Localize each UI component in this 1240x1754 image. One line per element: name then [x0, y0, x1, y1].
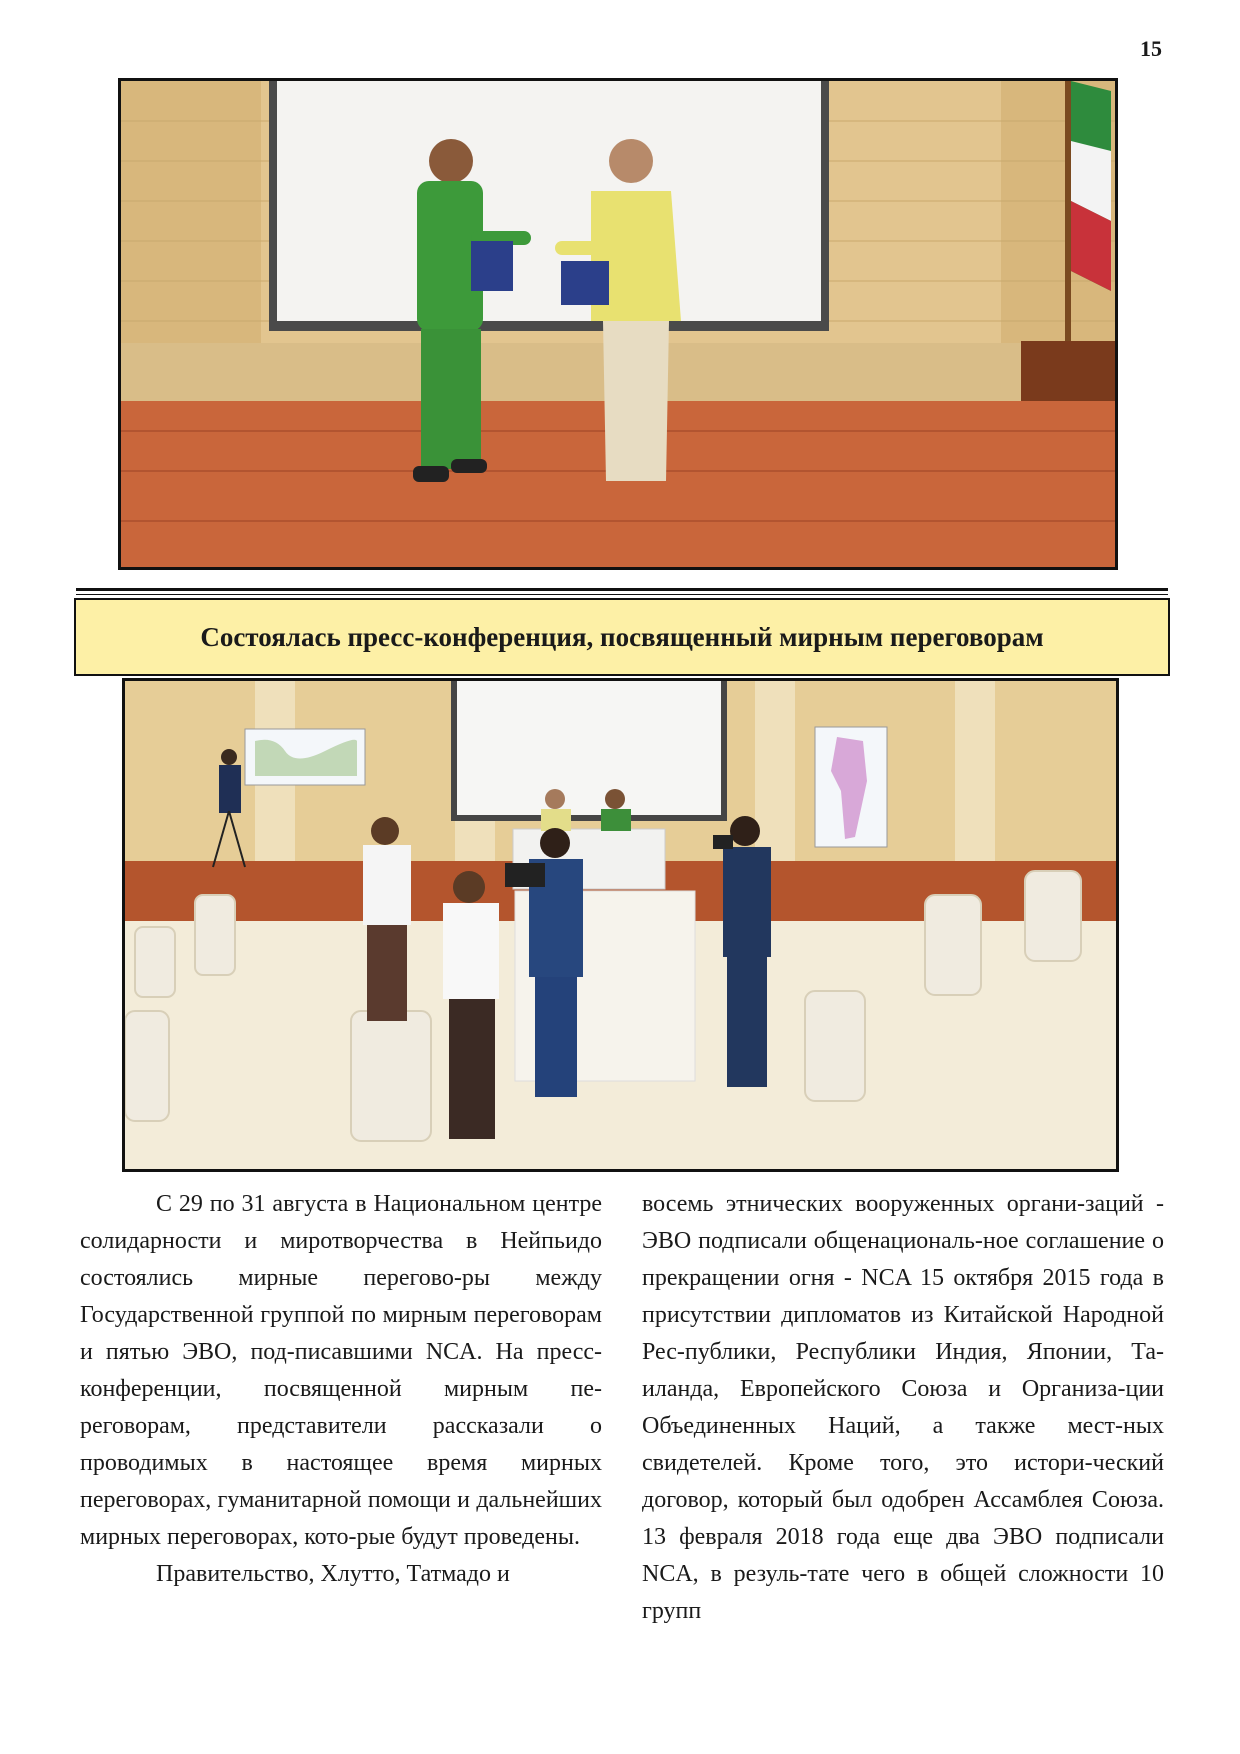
article-column-left: [80, 1186, 602, 1593]
article-paragraph: Правительство, Хлутто, Татмадо и: [156, 1561, 510, 1587]
article-paragraph: С 29 по 31 августа в Национальном центре солидарности и миротворчества в Нейпьидо состоялись мирные перегово-ры между Государственной группой по мирным переговорам и пятью ЭВО, под-писавшими NCA. На пресс-конференции, посвященной мирным пе-реговорам, представители рассказали о проводимых в настоящее время мирных переговорах, гуманитарной помощи и дальнейших мирных переговорах, кото-рые будут проведены.: [80, 1191, 602, 1550]
photo-press-conference: [122, 678, 1119, 1172]
article-column-right: [642, 1186, 1164, 1630]
page-number: 15: [1140, 36, 1162, 61]
headline: Состоялась пресс-конференция, посвященный мирным переговорам: [200, 621, 1044, 652]
headline-box: [74, 598, 1170, 676]
article-paragraph: восемь этнических вооруженных органи-заций - ЭВО подписали общенациональ-ное соглашение о прекращении огня - NCA 15 октября 2015 года в присутствии дипломатов из Китайской Народной Рес-публики, Республики Индия, Японии, Та-иланда, Европейского Союза и Организа-ции Объединенных Наций, а также мест-ных свидетелей. Кроме того, это истори-ческий договор, который был одобрен Ассамблея Союза. 13 февраля 2018 года еще два ЭВО подписали NCA, в резуль-тате чего в общей сложности 10 групп: [642, 1191, 1164, 1624]
photo-handshake: [118, 78, 1118, 570]
headline-rule-thin: [76, 594, 1168, 595]
headline-rule: [76, 588, 1168, 591]
